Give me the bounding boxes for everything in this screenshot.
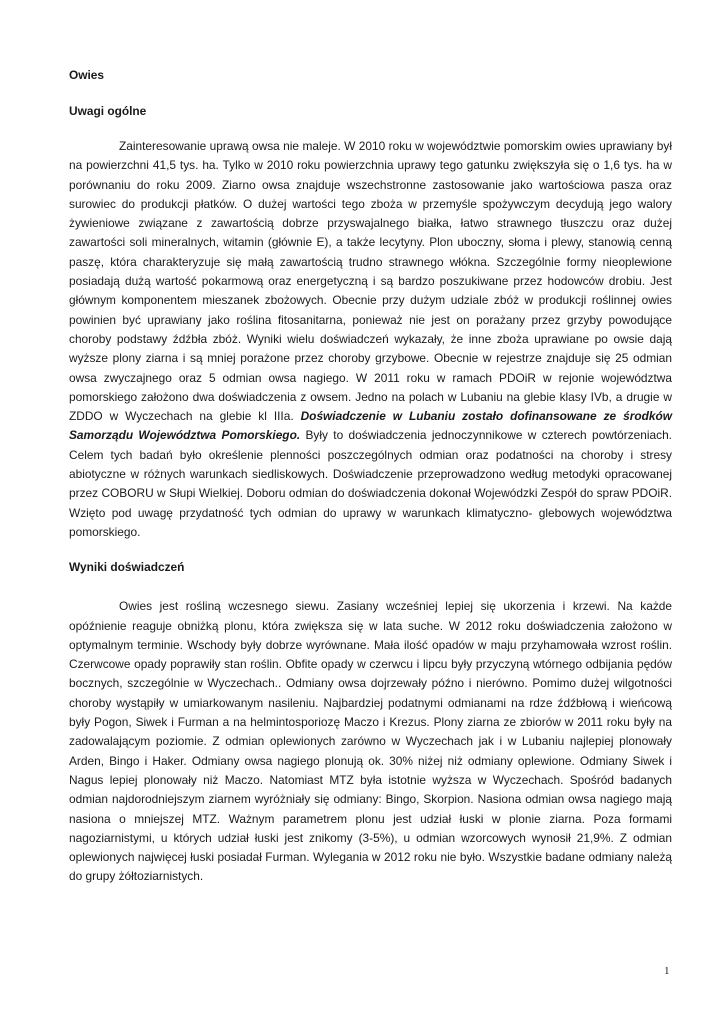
paragraph-text: Były to doświadczenia jednoczynnikowe w czterech powtórzeniach. Celem tych badań było określenie plenności poszczególnych odmian oraz podatności na choroby i stresy abiotyczne w różnych warunkach siedliskowych. Doświadczenie przeprowadzono według metodyki opracowanej przez COBORU w Słupi Wielkiej. Doboru odmian do doświadczenia dokonał Wojewódzki Zespół do spraw PDOiR. Wzięto pod uwagę przydatność tych odmian do uprawy w warunkach klimatyczno- glebowych województwa pomorskiego. xyxy=(69,428,672,539)
document-body xyxy=(69,66,672,887)
paragraph-results: Owies jest rośliną wczesnego siewu. Zasiany wcześniej lepiej się ukorzenia i krzewi. Na każde opóźnienie reaguje obniżką plonu, która zwiększa się w lata suche. W 2012 roku doświadczenia założono w optymalnym terminie. Wschody były dobrze wyrównane. Mała ilość opadów w maju przyhamowała wzrost roślin. Czerwcowe opady poprawiły stan roślin. Obfite opady w czerwcu i lipcu były przyczyną wtórnego odbijania pędów bocznych, szczególnie w Wyczechach.. Odmiany owsa dojrzewały późno i nierówno. Pomimo dużej wilgotności choroby wystąpiły w umiarkowanym nasileniu. Najbardziej podatnymi odmianami na rdze źdźbłową i wieńcową były Pogon, Siwek i Furman a na helmintosporiozę Maczo i Krezus. Plony ziarna ze zbiorów w 2011 roku były na zadowalającym poziomie. Z odmian oplewionych zarówno w Wyczechach jak i w Lubaniu najlepiej plonowały Arden, Bingo i Haker. Odmiany owsa nagiego plonują ok. 30% niżej niż odmiany oplewione. Odmiany Siwek i Nagus lepiej plonowały niż Maczo. Natomiast MTZ była istotnie wyższa w Wyczechach. Spośród badanych odmian najdorodniejszym ziarnem wyróżniały się odmiany: Bingo, Skorpion. Nasiona odmian owsa nagiego mają nasiona o mniejszej MTZ. Ważnym parametrem plonu jest udział łuski w plonie ziarna. Poza formami nagoziarnistymi, u których udział łuski jest znikomy (3-5%), u odmian wzorcowych wynosił 21,9%. Z odmian oplewionych najwięcej łuski posiadał Furman. Wylegania w 2012 roku nie było. Wszystkie badane odmiany należą do grupy żółtoziarnistych. xyxy=(69,599,672,884)
page-number: 1 xyxy=(664,965,670,977)
paragraph-general-notes xyxy=(69,137,672,542)
section-heading-general-notes: Uwagi ogólne xyxy=(69,104,147,118)
paragraph-text: Zainteresowanie uprawą owsa nie maleje. W 2010 roku w województwie pomorskim owies uprawiany był na powierzchni 41,5 tys. ha. Tylko w 2010 roku powierzchnia uprawy tego gatunku zwiększyła się o 1,6 tys. ha w porównaniu do roku 2009. Ziarno owsa znajduje wszechstronne zastosowanie jako wartościowa pasza oraz surowiec do produkcji płatków. O dużej wartości tego zboża w przemyśle spożywczym decydują jego walory żywieniowe związane z zawartością dobrze przyswajalnego białka, łatwo strawnego tłuszczu oraz dużej zawartości soli mineralnych, witamin (głównie E), a także lecytyny. Plon uboczny, słoma i plewy, stanowią cenną paszę, która charakteryzuje się małą zawartością trudno strawnego włókna. Szczególnie formy nieoplewione posiadają dużą wartość pokarmową oraz energetyczną i są bardzo poszukiwane przez hodowców drobiu. Jest głównym komponentem mieszanek zbożowych. Obecnie przy dużym udziale zbóż w produkcji roślinnej owies powinien być uprawiany jako roślina fitosanitarna, ponieważ nie jest on porażany przez grzyby powodujące choroby podstawy źdźbła zbóż. Wyniki wielu doświadczeń wykazały, że inne zboża uprawiane po owsie dają wyższe plony ziarna i są mniej porażone przez choroby grzybowe. Obecnie w rejestrze znajduje się 25 odmian owsa zwyczajnego oraz 5 odmian owsa nagiego. W 2011 roku w ramach PDOiR w rejonie województwa pomorskiego założono dwa doświadczenia z owsem. Jedno na polach w Lubaniu na glebie klasy IVb, a drugie w ZDDO w Wyczechach na glebie kl IIIa. xyxy=(69,139,672,424)
section-heading-results: Wyniki doświadczeń xyxy=(69,560,185,575)
funding-note-emphasis: Doświadczenie w Lubaniu zostało dofinansowane ze środków Samorządu Województwa Pomorskiego. xyxy=(69,409,672,443)
document-title: Owies xyxy=(69,68,105,82)
